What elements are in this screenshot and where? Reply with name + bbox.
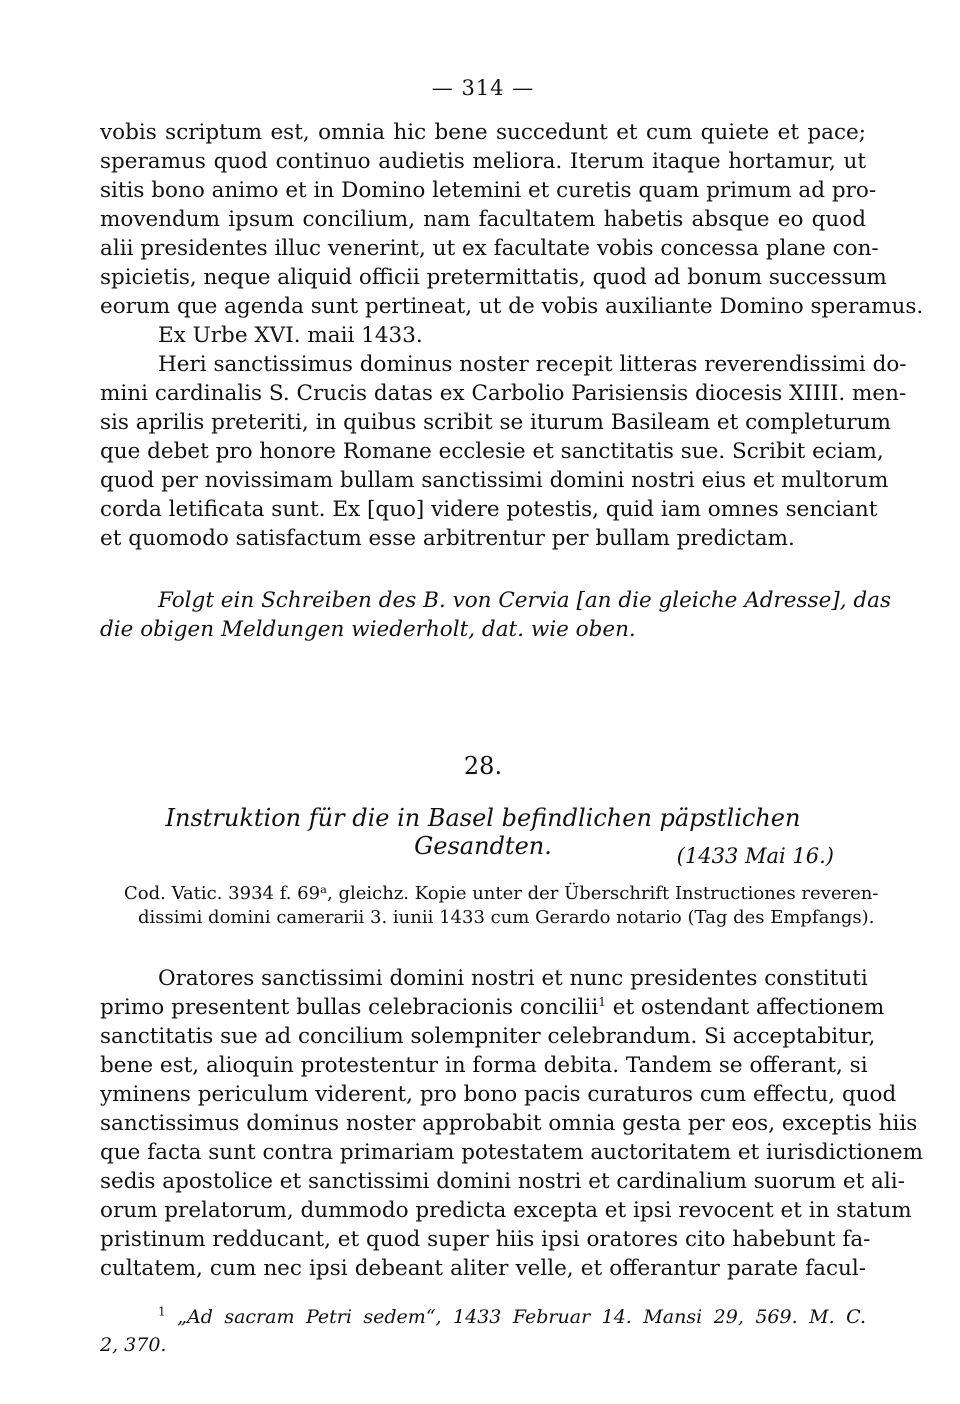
text-line: corda letificata sunt. Ex [quo] videre potestis, quid iam omnes senciant bbox=[100, 497, 878, 522]
document-heading: Instruktion für die in Basel befindlichen päpstlichen Gesandten. bbox=[165, 804, 801, 860]
text-line: et quomodo satisfactum esse arbitrentur per bullam predictam. bbox=[100, 526, 795, 551]
text-line: quod per novissimam bullam sanctissimi domini nostri eius et multorum bbox=[100, 468, 889, 493]
page-number: — 314 — bbox=[431, 76, 535, 100]
text-line: que debet pro honore Romane ecclesie et sanctitatis sue. Scribit eciam, bbox=[100, 439, 884, 464]
text-line: yminens periculum viderent, pro bono pacis curaturos cum effectu, quod bbox=[100, 1082, 897, 1107]
footnote-line bbox=[100, 1303, 866, 1331]
text-line: vobis scriptum est, omnia hic bene succedunt et cum quiete et pace; bbox=[100, 120, 866, 145]
editor-note bbox=[100, 586, 891, 644]
text-line: mini cardinalis S. Crucis datas ex Carbolio Parisiensis diocesis XIIII. men- bbox=[100, 381, 907, 406]
text-line: bene est, alioquin protestentur in forma debita. Tandem se offerant, si bbox=[100, 1053, 868, 1078]
footnote-line: 2, 370. bbox=[100, 1334, 167, 1356]
text-line: sanctissimus dominus noster approbabit omnia gesta per eos, exceptis hiis bbox=[100, 1111, 918, 1136]
text-line: speramus quod continuo audietis meliora. Iterum itaque hortamur, ut bbox=[100, 149, 866, 174]
paragraph-postscript bbox=[100, 350, 907, 553]
source-note bbox=[100, 882, 879, 930]
footnote bbox=[100, 1303, 866, 1359]
text-line: Folgt ein Schreiben des B. von Cervia [an die gleiche Adresse], das bbox=[158, 588, 891, 613]
text-span: primo presentent bullas celebracionis concilii bbox=[100, 995, 599, 1020]
text-span: et ostendant affectionem bbox=[612, 995, 885, 1020]
footnote-marker: 1 bbox=[158, 1304, 166, 1319]
paragraph-instruction bbox=[100, 964, 924, 1283]
text-line: movendum ipsum concilium, nam facultatem habetis absque eo quod bbox=[100, 207, 866, 232]
document-number: 28. bbox=[463, 752, 503, 780]
footnote-text: „Ad sacram Petri sedem“, 1433 Februar 14. Mansi 29, 569. M. C. bbox=[177, 1306, 866, 1328]
text-line: spicietis, neque aliquid officii pretermittatis, quod ad bonum successum bbox=[100, 265, 887, 290]
dateline: Ex Urbe XVI. maii 1433. bbox=[158, 323, 423, 348]
footnote-reference[interactable]: 1 bbox=[598, 994, 606, 1009]
text-line: Heri sanctissimus dominus noster recepit litteras reverendissimi do- bbox=[158, 352, 907, 377]
text-line: Cod. Vatic. 3934 f. 69ᵃ, gleichz. Kopie unter der Überschrift Instructiones reveren- bbox=[124, 883, 879, 904]
text-line: sanctitatis sue ad concilium solempniter celebrandum. Si acceptabitur, bbox=[100, 1024, 876, 1049]
text-line: Oratores sanctissimi domini nostri et nunc presidentes constituti bbox=[158, 966, 868, 991]
text-line: sitis bono animo et in Domino letemini et curetis quam primum ad pro- bbox=[100, 178, 877, 203]
text-line: cultatem, cum nec ipsi debeant aliter velle, et offerantur parate facul- bbox=[100, 1256, 866, 1281]
page-content bbox=[100, 76, 924, 1359]
text-line: dissimi domini camerarii 3. iunii 1433 cum Gerardo notario (Tag des Empfangs). bbox=[138, 907, 875, 928]
text-line: pristinum redducant, et quod super hiis ipsi oratores cito habebunt fa- bbox=[100, 1227, 871, 1252]
text-line bbox=[100, 993, 885, 1022]
text-line: die obigen Meldungen wiederholt, dat. wie oben. bbox=[100, 617, 636, 642]
text-line: sis aprilis preteriti, in quibus scribit se iturum Basileam et completurum bbox=[100, 410, 891, 435]
text-line: orum prelatorum, dummodo predicta excepta et ipsi revocent et in statum bbox=[100, 1198, 912, 1223]
document-date: (1433 Mai 16.) bbox=[676, 844, 834, 868]
text-line: que facta sunt contra primariam potestatem auctoritatem et iurisdictionem bbox=[100, 1140, 924, 1165]
text-line: eorum que agenda sunt pertineat, ut de vobis auxiliante Domino speramus. bbox=[100, 294, 924, 319]
text-line: alii presidentes illuc venerint, ut ex facultate vobis concessa plane con- bbox=[100, 236, 879, 261]
text-line: sedis apostolice et sanctissimi domini nostri et cardinalium suorum et ali- bbox=[100, 1169, 905, 1194]
paragraph-letter-body bbox=[100, 118, 924, 350]
